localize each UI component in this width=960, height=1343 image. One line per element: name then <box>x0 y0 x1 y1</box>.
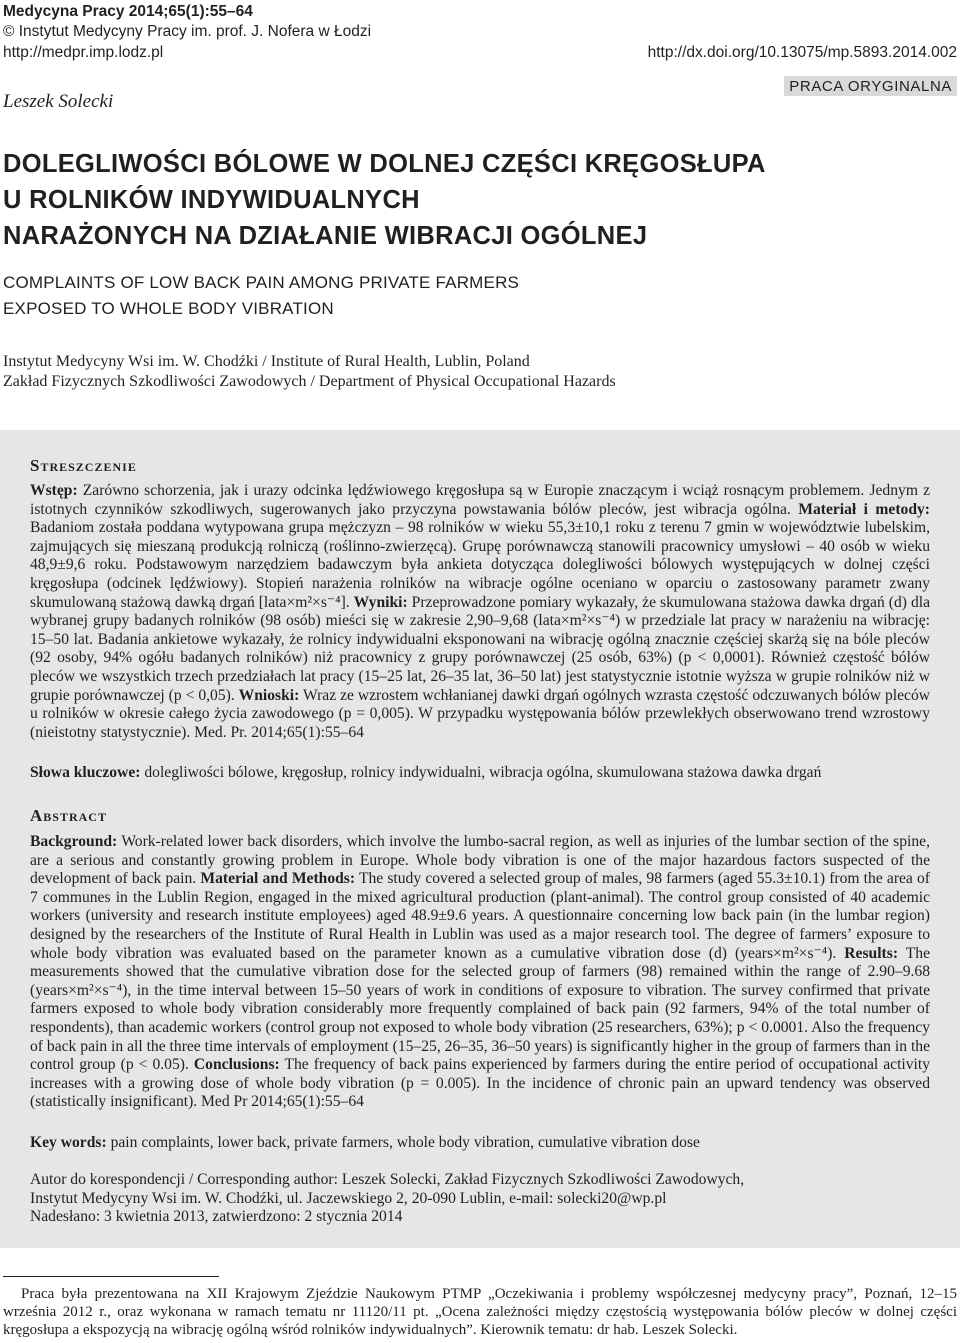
author-name: Leszek Solecki <box>3 91 114 112</box>
abstract-box <box>0 430 960 1248</box>
title-polish-line: DOLEGLIWOŚCI BÓLOWE W DOLNEJ CZĘŚCI KRĘGOSŁUPA <box>3 150 766 178</box>
text-material: Badaniom została poddana wytypowana grupa mężczyzn – 98 rolników w wieku 55,3±10,1 roku z terenu 7 gmin w województwie lubelskim, zajmujących się mieszaną produkcją rolniczą (roślinno-zwierzęcą). Grupę porównawczą stanowili pracownicy umysłowi – 40 osób w wieku 48,9±9,6 roku. Podstawowym narzędziem badawczym była ankieta dotycząca dolegliwości bólowych występujących w dolnej części kręgosłupa (odcinek lędźwiowy). Stopień narażenia rolników na wibracje ogólne oceniano w oparciu o zastosowany parametr zwany skumulowaną stażową dawką drgań [lata×m²×s⁻⁴]. <box>30 519 930 611</box>
streszczenie-heading: Streszczenie <box>30 456 137 475</box>
label-material: Materiał i metody: <box>798 500 930 518</box>
label-wyniki: Wyniki: <box>353 593 408 611</box>
title-english <box>3 270 943 322</box>
journal-citation: Medycyna Pracy 2014;65(1):55–64 <box>3 3 253 20</box>
keywords-pl-label: Słowa kluczowe: <box>30 764 141 781</box>
text-wyniki: Przeprowadzone pomiary wykazały, że skumulowana stażowa dawka drgań (d) dla wybranej grupy badanych rolników (98 osób) mieści się w zakresie 2,90–9,68 (lata×m²×s⁻⁴) w przedziale lat pracy w narażeniu na wibrację: 15–50 lat. Badania ankietowe wykazały, że rolnicy indywidualni eksponowani na wibrację ogólną znacznie częściej skarżą się na bóle pleców (92 osoby, 94% ogółu badanych rolników) niż pracownicy z grupy porównawczej (25 osób, 63%) (p < 0,0001). Również częstość bólów pleców we wszystkich trzech przedziałach lat pracy (15–25 lat, 26–35 lat, 36–50 lat) jest statystycznie istotnie wyższa w grupie rolników niż w grupie porównawczej (p < 0,05). <box>30 593 930 704</box>
label-background: Background: <box>30 833 118 850</box>
title-english-line: COMPLAINTS OF LOW BACK PAIN AMONG PRIVATE FARMERS <box>3 273 520 292</box>
title-english-line: EXPOSED TO WHOLE BODY VIBRATION <box>3 299 334 318</box>
title-polish-line: NARAŻONYCH NA DZIAŁANIE WIBRACJI OGÓLNEJ <box>3 222 648 250</box>
label-methods: Material and Methods: <box>200 870 356 888</box>
abstract-body <box>30 833 930 1112</box>
key-words <box>30 1134 930 1153</box>
label-wnioski: Wnioski: <box>238 686 300 704</box>
submission-dates: Nadesłano: 3 kwietnia 2013, zatwierdzono: 2 stycznia 2014 <box>30 1208 403 1226</box>
correspondence-line: Instytut Medycyny Wsi im. W. Chodźki, ul. Jaczewskiego 2, 20-090 Lublin, e-mail: solecki20@wp.pl <box>30 1189 667 1207</box>
text-conclusions: The frequency of back pains experienced by farmers during the entire period of occupational activity increases with a growing dose of whole body vibration (p = 0.005). In the incidence of chronic pain an upward tendency was observed (statistically insignificant). Med Pr 2014;65(1):55–64 <box>30 1056 930 1111</box>
affiliation-department: Zakład Fizycznych Szkodliwości Zawodowych / Department of Physical Occupational Hazards <box>3 373 616 390</box>
correspondence <box>30 1171 930 1227</box>
label-wstep: Wstęp: <box>30 482 78 499</box>
affiliation-institute: Instytut Medycyny Wsi im. W. Chodźki / Institute of Rural Health, Lublin, Poland <box>3 353 530 370</box>
journal-website-link[interactable]: http://medpr.imp.lodz.pl <box>3 44 164 61</box>
label-conclusions: Conclusions: <box>193 1056 280 1074</box>
label-results: Results: <box>844 944 899 962</box>
article-type-badge: PRACA ORYGINALNA <box>784 76 957 96</box>
title-polish-line: U ROLNIKÓW INDYWIDUALNYCH <box>3 186 420 214</box>
text-methods: The study covered a selected group of males, 98 farmers (aged 55.3±10.1) from the area of 7 communes in the Lublin Region, engaged in the mixed agricultural production (plant-animal). The control group consisted of 40 academic workers (university and research institute employees) aged 48.9±9.6 years. A questionnaire concerning low back pain (in the lumbar region) designed by the researchers of the Institute of Rural Health in Lublin was used as a major research tool. The degree of farmers’ exposure to whole body vibration was evaluated based on the parameter known as a cumulative vibration dose (d) (years×m²×s⁻⁴). <box>30 870 931 962</box>
doi-link[interactable]: http://dx.doi.org/10.13075/mp.5893.2014.002 <box>647 44 957 61</box>
keywords-pl: dolegliwości bólowe, kręgosłup, rolnicy indywidualni, wibracja ogólna, skumulowana stażowa dawka drgań <box>140 764 822 781</box>
footnote-divider <box>3 1276 219 1277</box>
text-background: Work-related lower back disorders, which involve the lumbo-sacral region, as well as injuries of the lumbar section of the spine, are a serious and constantly growing problem in Europe. Whole body vibration is one of the major hazardous factors suspected of the development of back pain. <box>30 833 930 888</box>
streszczenie-body <box>30 482 930 742</box>
text-wnioski: Wraz ze wzrostem wchłanianej dawki drgań ogólnych wzrasta częstość odczuwanych bólów pleców u rolników w okresie całego życia zawodowego (p = 0,005). W przypadku występowania bólów przewlekłych obserwowano trend wzrostowy (nieistotny statystycznie). Med. Pr. 2014;65(1):55–64 <box>30 686 930 741</box>
keywords-en-label: Key words: <box>30 1134 107 1151</box>
correspondence-line: Autor do korespondencji / Corresponding author: Leszek Solecki, Zakład Fizycznych Szkodliwości Zawodowych, <box>30 1171 745 1188</box>
keywords-en: pain complaints, lower back, private farmers, whole body vibration, cumulative vibration dose <box>106 1134 700 1151</box>
slowa-kluczowe <box>30 764 930 783</box>
footnote: Praca była prezentowana na XII Krajowym Zjeździe Naukowym PTMP „Oczekiwania i problemy współczesnej medycyny pracy”, Poznań, 12–15 września 2012 r., oraz wykonana w ramach tematu nr 11120/11 pt. „Ocena zależności między częstością występowania bólów pleców w dolnej części kręgosłupa a ekspozycją na wibrację ogólną wśród rolników indywidualnych”. Kierownik tematu: dr hab. Leszek Solecki. <box>3 1286 957 1338</box>
abstract-heading: Abstract <box>30 806 107 825</box>
title-polish <box>3 146 943 254</box>
copyright-line: © Instytut Medycyny Pracy im. prof. J. Nofera w Łodzi <box>3 23 372 40</box>
text-results: The measurements showed that the cumulative vibration dose for the selected group of farmers (98) remained within the range of 2.90–9.68 (years×m²×s⁻⁴), in the time interval between 15–50 years of work in conditions of exposure to vibration. The survey confirmed that private farmers exposed to whole body vibration considerably more frequently complained of back pain (92 farmers, 94% of the total number of respondents), than academic workers (control group not exposed to whole body vibration (25 researchers, 63%); p < 0.0001. Also the frequency of back pain in all the three time intervals of employment (15–25, 26–35, 36–50 years) is significantly higher in the group of farmers than in the control group (p < 0.05). <box>30 944 930 1074</box>
affiliations <box>3 352 616 392</box>
text-wstep: Zarówno schorzenia, jak i urazy odcinka lędźwiowego kręgosłupa są w Europie znaczącym i wciąż rosnącym problemem. Jednym z istotnych czynników szkodliwych, sugerowanych jako przyczyna powstawania bólów pleców, jest wibracja ogólna. <box>30 482 930 518</box>
